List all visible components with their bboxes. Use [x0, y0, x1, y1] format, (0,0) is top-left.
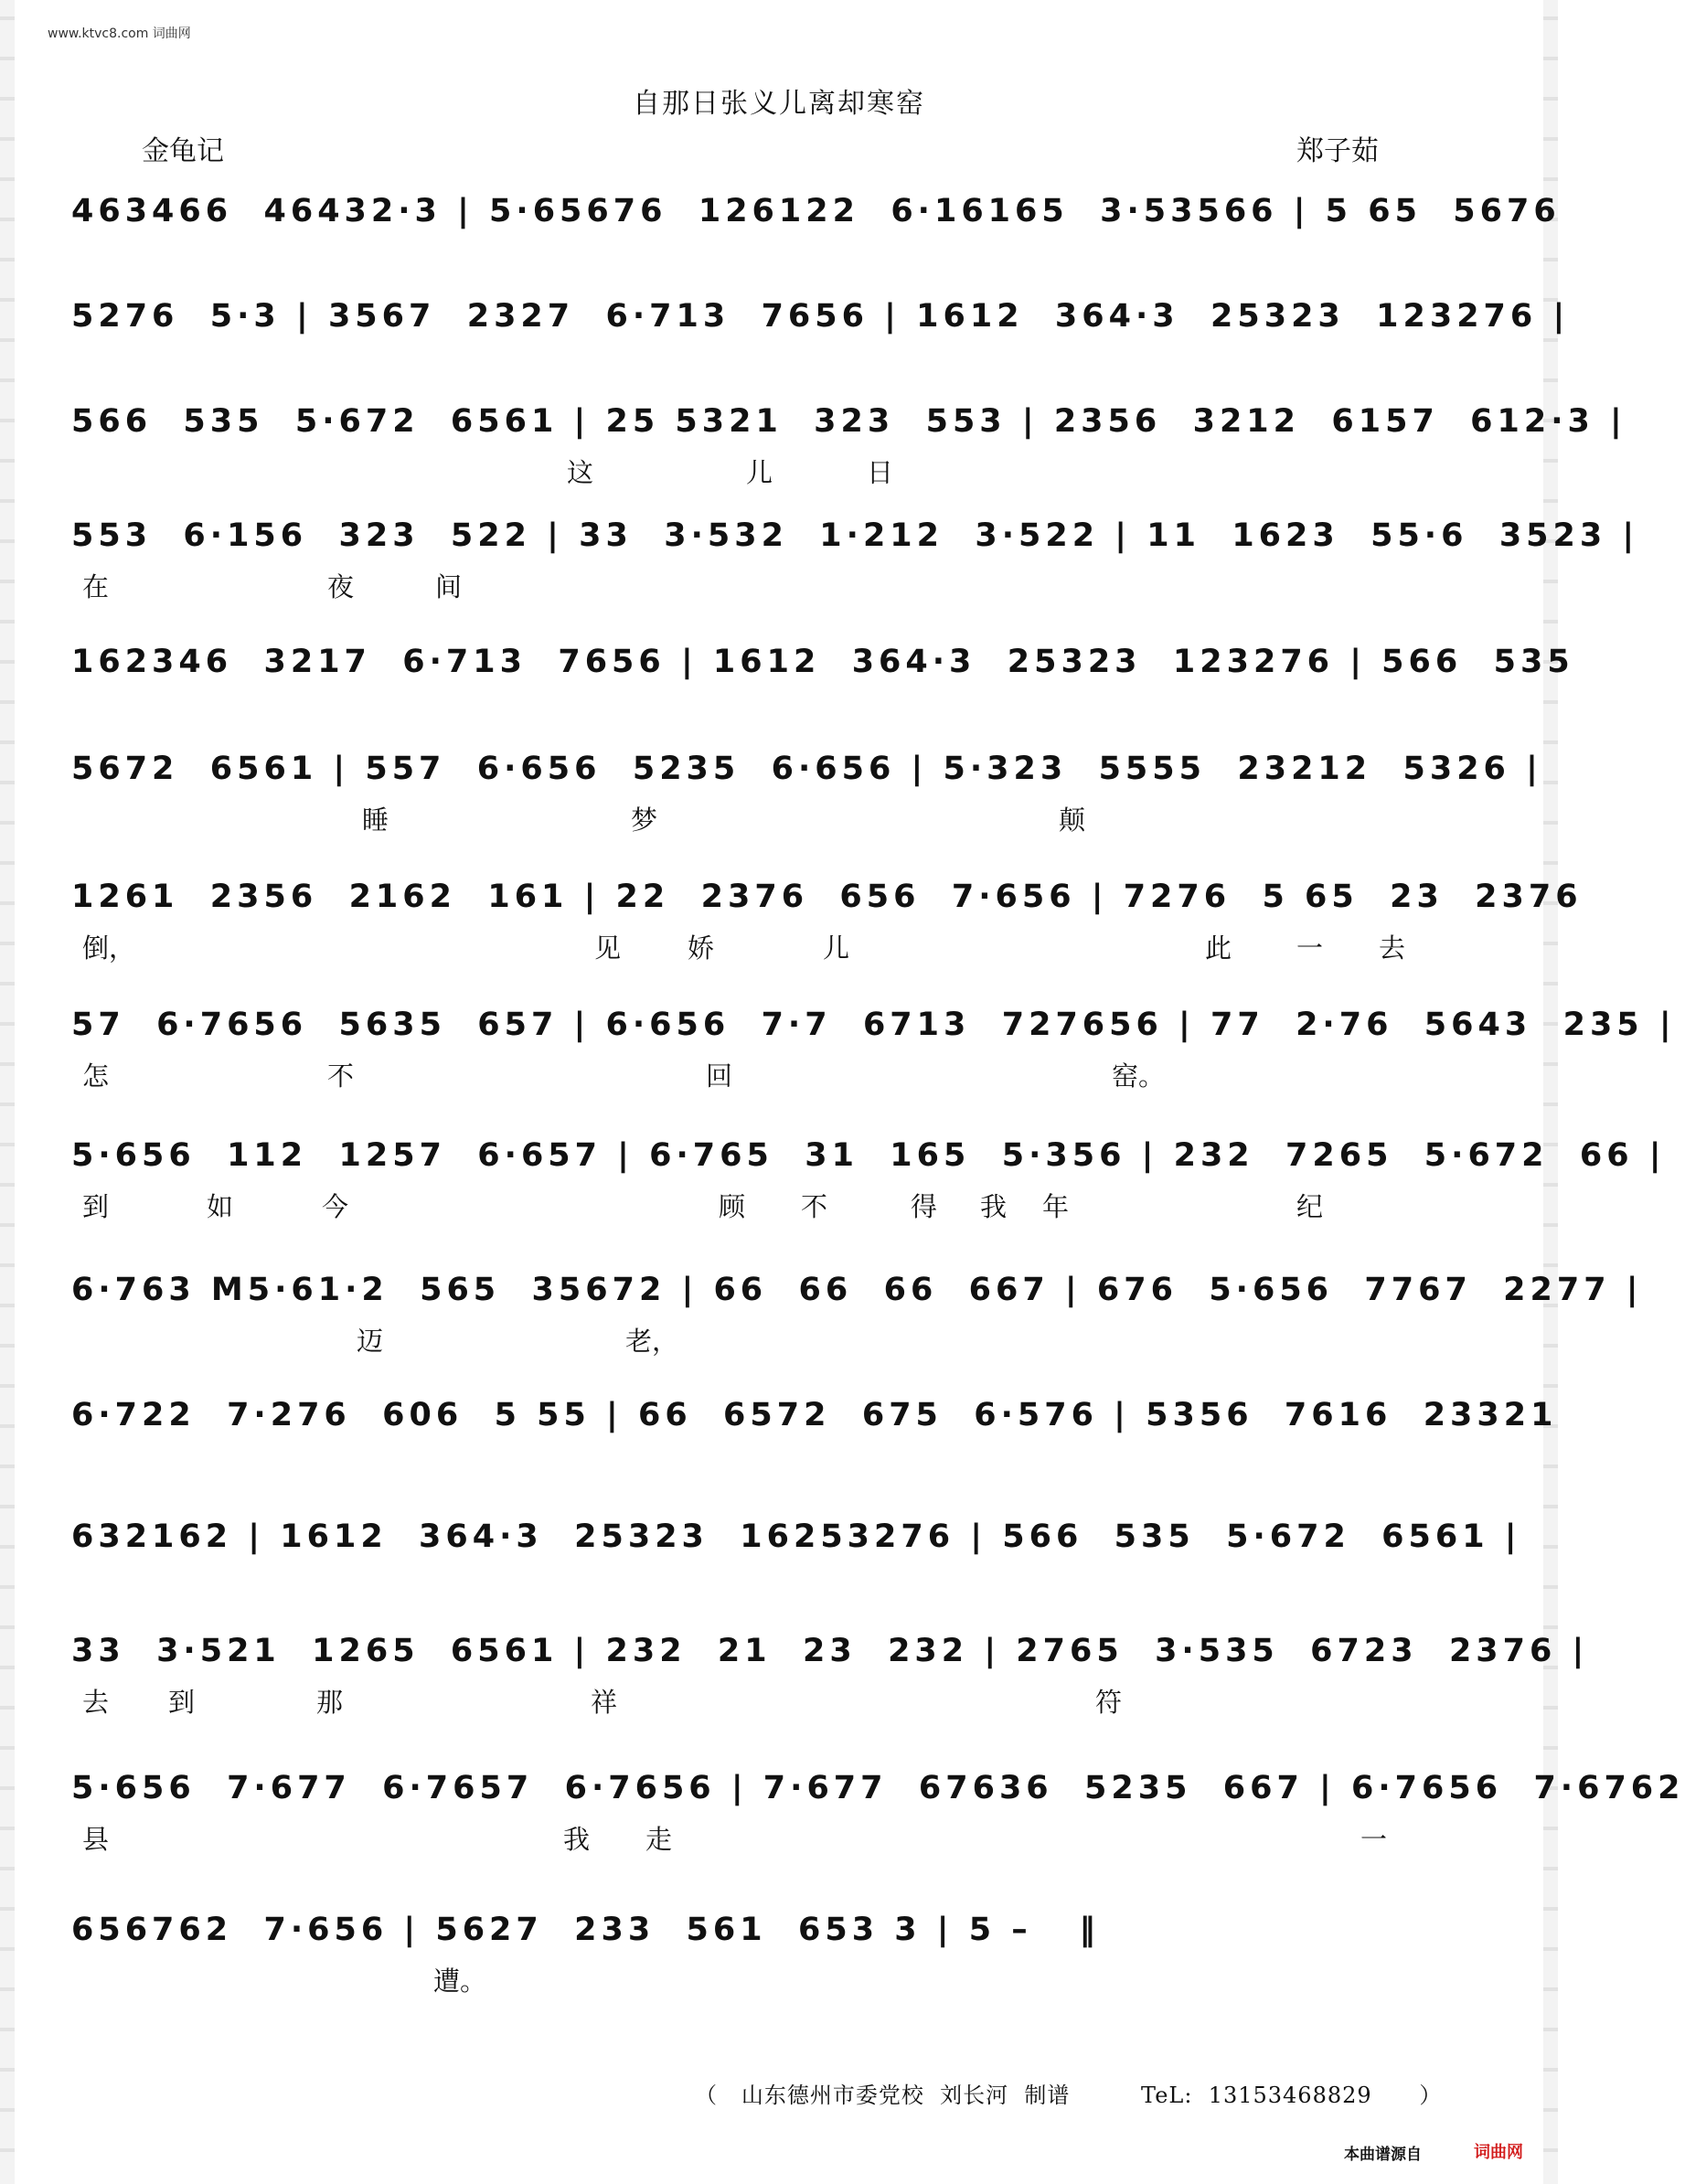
notation-row — [71, 1391, 1558, 1439]
notation-text: 5276 5·3 | 3567 2327 6·713 7656 | 1612 364·3 25323 123276 | — [71, 298, 1570, 335]
notation-text: 33 3·521 1265 6561 | 232 21 23 232 | 2765 3·535 6723 2376 | — [71, 1633, 1589, 1669]
notation-text: 1261 2356 2162 161 | 22 2376 656 7·656 | 7276 5 65 23 2376 — [71, 879, 1583, 915]
notation-text: 57 6·7656 5635 657 | 6·656 7·7 6713 727656 | 77 2·76 5643 235 | — [71, 1007, 1676, 1043]
notation-text: 632162 | 1612 364·3 25323 16253276 | 566 535 5·672 6561 | — [71, 1518, 1521, 1555]
notation-row — [71, 1627, 1589, 1675]
credit-line: （ 山东德州市委党校 刘长河 制谱 TeL: 13153468829 ） — [695, 2083, 1443, 2108]
notation-row — [71, 1001, 1676, 1049]
lyric-syllable: 不 — [327, 1060, 355, 1092]
lyric-syllable: 儿 — [746, 457, 773, 488]
notation-text: 566 535 5·672 6561 | 25 5321 323 553 | 2356 3212 6157 612·3 | — [71, 403, 1626, 440]
notation-text: 5·656 112 1257 6·657 | 6·765 31 165 5·356 | 232 7265 5·672 66 | — [71, 1137, 1666, 1174]
lyric-syllable: 今 — [322, 1191, 349, 1222]
lyric-syllable: 县 — [82, 1824, 110, 1855]
site-url: www.ktvc8.com 词曲网 — [48, 27, 191, 41]
lyric-syllable: 不 — [801, 1191, 828, 1222]
notation-text: 6·763 M5·61·2 565 35672 | 66 66 66 667 | 676 5·656 7767 2277 | — [71, 1272, 1643, 1308]
notation-text: 162346 3217 6·713 7656 | 1612 364·3 25323 123276 | 566 535 — [71, 644, 1574, 680]
lyric-syllable: 那 — [316, 1687, 344, 1718]
lyric-syllable: 这 — [567, 457, 594, 488]
lyric-syllable: 我 — [980, 1191, 1008, 1222]
lyric-syllable: 遭。 — [433, 1966, 487, 1997]
lyric-syllable: 到 — [82, 1191, 110, 1222]
lyric-syllable: 一 — [1360, 1824, 1388, 1855]
performer-name: 郑子茹 — [1296, 135, 1379, 167]
source-label: 本曲谱源自 — [1344, 2146, 1422, 2164]
lyric-syllable: 到 — [168, 1687, 196, 1718]
notation-row — [71, 512, 1639, 559]
lyric-syllable: 迈 — [357, 1326, 384, 1357]
notation-row — [71, 638, 1574, 686]
notation-row — [71, 1906, 1494, 1954]
lyric-syllable: 见 — [594, 932, 622, 964]
lyric-syllable: 梦 — [631, 804, 658, 836]
lyric-syllable: 倒， — [82, 932, 136, 964]
lyric-syllable: 祥 — [591, 1687, 618, 1718]
lyric-syllable: 符 — [1095, 1687, 1123, 1718]
lyric-syllable: 此 — [1205, 932, 1232, 964]
notation-row — [71, 1764, 1685, 1812]
lyric-syllable: 得 — [911, 1191, 938, 1222]
lyric-syllable: 睡 — [362, 804, 389, 836]
lyric-syllable: 娇 — [688, 932, 715, 964]
lyric-syllable: 间 — [435, 571, 463, 602]
lyric-syllable: 一 — [1296, 932, 1324, 964]
notation-row — [71, 1132, 1666, 1179]
notation-row — [71, 745, 1542, 793]
lyric-syllable: 窑。 — [1112, 1060, 1166, 1092]
notation-row — [71, 1266, 1643, 1314]
opera-name: 金龟记 — [142, 135, 224, 167]
lyric-syllable: 夜 — [327, 571, 355, 602]
notation-text: 463466 46432·3 | 5·65676 126122 6·16165 3·53566 | 5 65 5676 — [71, 193, 1561, 229]
lyric-syllable: 年 — [1042, 1191, 1070, 1222]
lyric-syllable: 怎 — [82, 1060, 110, 1092]
lyric-syllable: 顾 — [719, 1191, 746, 1222]
lyric-syllable: 去 — [1379, 932, 1406, 964]
lyric-syllable: 颠 — [1059, 804, 1086, 836]
notation-text: 5·656 7·677 6·7657 6·7656 | 7·677 67636 5235 667 | 6·7656 7·6762 — [71, 1770, 1685, 1806]
lyric-syllable: 我 — [563, 1824, 591, 1855]
lyric-syllable: 日 — [867, 457, 894, 488]
notation-row — [71, 293, 1570, 340]
lyric-syllable: 去 — [82, 1687, 110, 1718]
notation-row — [71, 187, 1561, 235]
left-margin-strip — [0, 0, 15, 2184]
notation-text: 6·722 7·276 606 5 55 | 66 6572 675 6·576 | 5356 7616 23321 — [71, 1397, 1558, 1433]
notation-row — [71, 398, 1626, 445]
lyric-syllable: 儿 — [823, 932, 850, 964]
source-logo: 词曲网 — [1474, 2143, 1523, 2162]
lyric-syllable: 在 — [82, 571, 110, 602]
notation-text: 553 6·156 323 522 | 33 3·532 1·212 3·522 | 11 1623 55·6 3523 | — [71, 517, 1639, 554]
lyric-syllable: 纪 — [1296, 1191, 1324, 1222]
lyric-syllable: 如 — [207, 1191, 234, 1222]
notation-text: 656762 7·656 | 5627 233 561 653 3 | 5 – ‖ — [71, 1912, 1100, 1948]
lyric-syllable: 回 — [706, 1060, 733, 1092]
notation-row — [71, 873, 1583, 921]
notation-text: 5672 6561 | 557 6·656 5235 6·656 | 5·323 5555 23212 5326 | — [71, 751, 1542, 787]
lyric-syllable: 老， — [625, 1326, 679, 1357]
lyric-syllable: 走 — [645, 1824, 673, 1855]
notation-row — [71, 1513, 1521, 1561]
page-title: 自那日张义儿离却寒窑 — [633, 88, 925, 120]
